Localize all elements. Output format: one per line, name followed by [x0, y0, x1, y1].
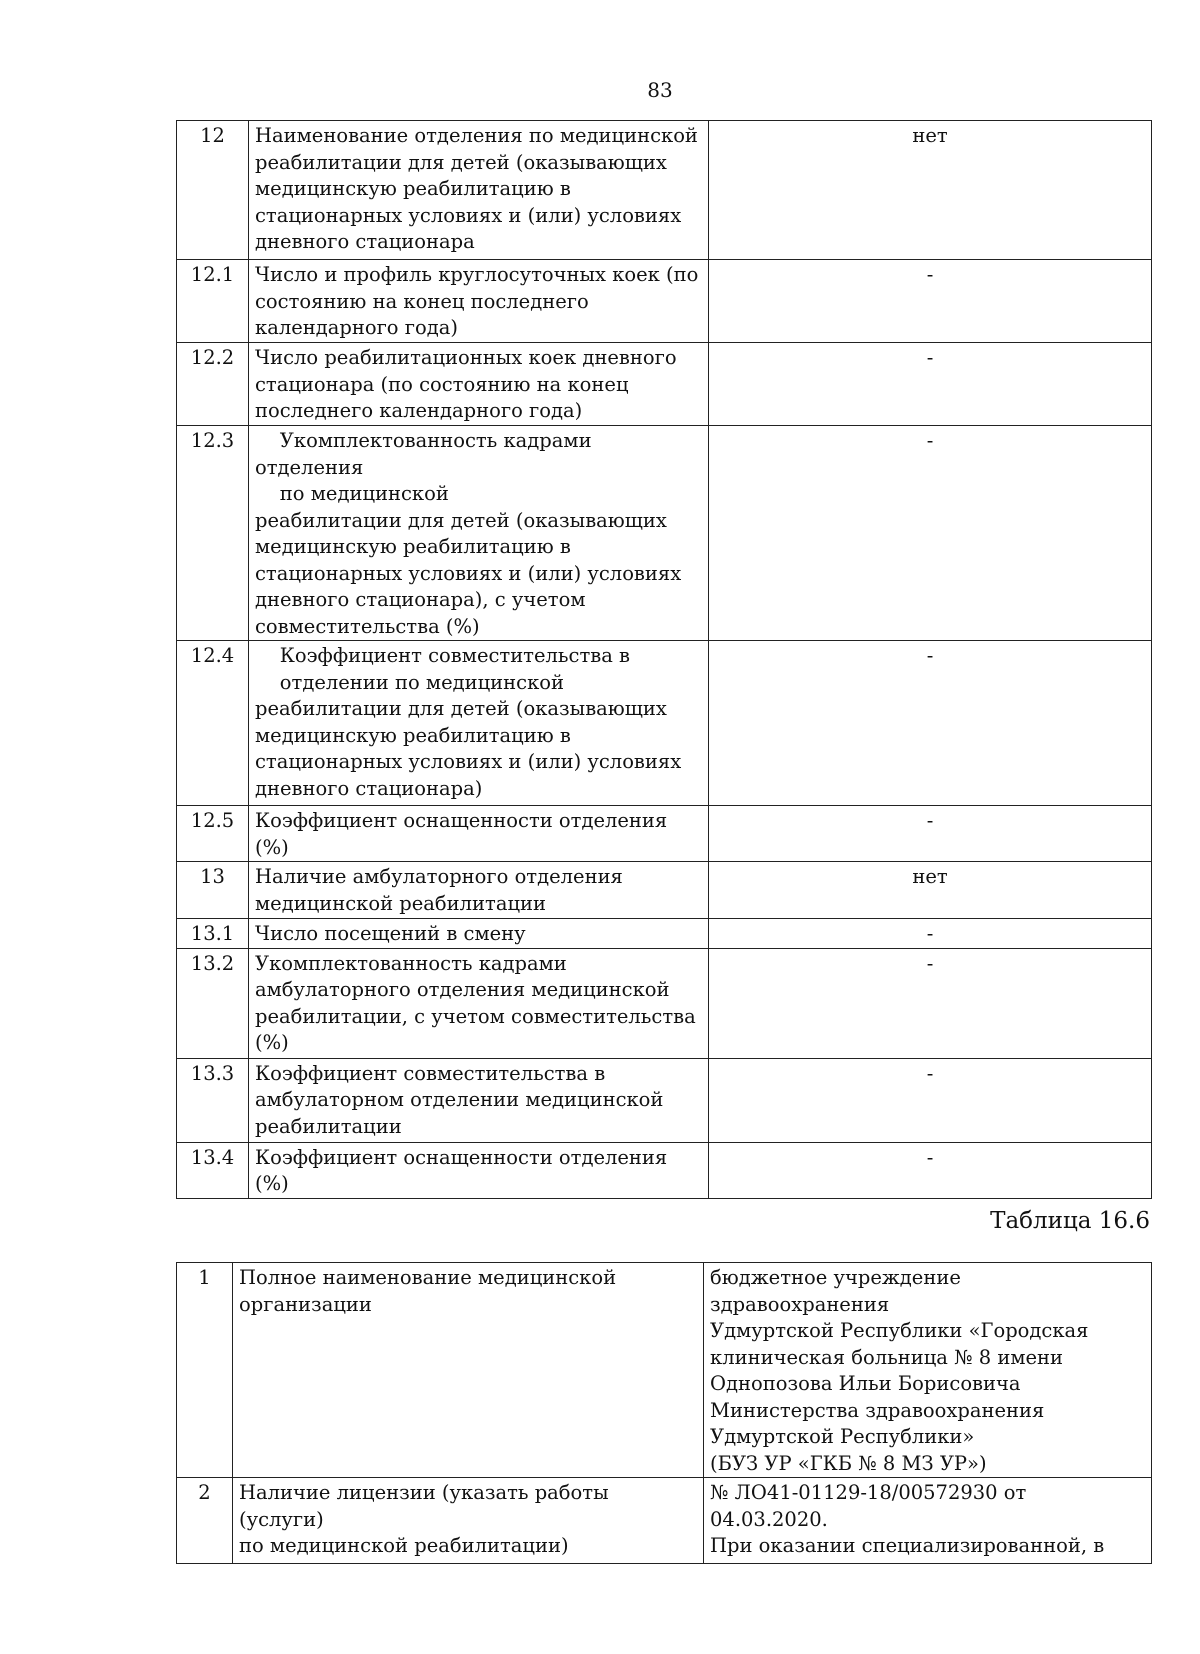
row-number: 13.4 [177, 1142, 249, 1198]
table-row [177, 260, 1152, 343]
row-label: Число и профиль круглосуточных коек (по состоянию на конец последнего календарного года) [249, 260, 709, 343]
row-number: 12.3 [177, 426, 249, 641]
row-value: - [709, 1058, 1152, 1142]
row-label: Коэффициент оснащенности отделения (%) [249, 1142, 709, 1198]
row-number: 2 [177, 1478, 233, 1564]
row-value: бюджетное учреждение здравоохранения Удмуртской Республики «Городская клиническая больница № 8 имени Однопозова Ильи Борисовича Министерства здравоохранения Удмуртской Республики» (БУЗ УР «ГКБ № 8 МЗ УР») [704, 1263, 1152, 1478]
table-row [177, 343, 1152, 426]
row-value: № ЛО41-01129-18/00572930 от 04.03.2020. При оказании специализированной, в [704, 1478, 1152, 1564]
row-value: нет [709, 862, 1152, 919]
row-value: - [709, 641, 1152, 806]
row-value: - [709, 343, 1152, 426]
row-label: Наличие лицензии (указать работы (услуги) по медицинской реабилитации) [233, 1478, 704, 1564]
table-caption: Таблица 16.6 [990, 1208, 1150, 1234]
row-number: 12.1 [177, 260, 249, 343]
row-number: 12 [177, 121, 249, 260]
row-value: нет [709, 121, 1152, 260]
row-number: 13 [177, 862, 249, 919]
row-label: Коэффициент совместительства в амбулаторном отделении медицинской реабилитации [249, 1058, 709, 1142]
table-row [177, 948, 1152, 1058]
row-label: Коэффициент совместительства в отделении по медицинской реабилитации для детей (оказывающих медицинскую реабилитацию в стационарных условиях и (или) условиях дневного стационара) [249, 641, 709, 806]
row-label: Укомплектованность кадрами отделения по медицинской реабилитации для детей (оказывающих медицинскую реабилитацию в стационарных условиях и (или) условиях дневного стационара), с учетом совместительства (%) [249, 426, 709, 641]
row-label: Наименование отделения по медицинской реабилитации для детей (оказывающих медицинскую реабилитацию в стационарных условиях и (или) условиях дневного стационара [249, 121, 709, 260]
row-number: 13.1 [177, 919, 249, 949]
table-row [177, 1058, 1152, 1142]
row-value: - [709, 260, 1152, 343]
row-number: 13.3 [177, 1058, 249, 1142]
row-number: 13.2 [177, 948, 249, 1058]
table-row [177, 641, 1152, 806]
row-value: - [709, 806, 1152, 862]
rehab-departments-table [176, 120, 1152, 1199]
table-row [177, 806, 1152, 862]
row-label: Полное наименование медицинской организации [233, 1263, 704, 1478]
row-number: 12.4 [177, 641, 249, 806]
table-row [177, 426, 1152, 641]
table-row [177, 1478, 1152, 1564]
row-number: 1 [177, 1263, 233, 1478]
table-row [177, 121, 1152, 260]
page-number: 83 [647, 78, 673, 102]
row-label: Коэффициент оснащенности отделения (%) [249, 806, 709, 862]
row-value: - [709, 426, 1152, 641]
row-label: Наличие амбулаторного отделения медицинской реабилитации [249, 862, 709, 919]
table-row [177, 862, 1152, 919]
row-number: 12.2 [177, 343, 249, 426]
row-number: 12.5 [177, 806, 249, 862]
row-label: Число посещений в смену [249, 919, 709, 949]
row-label: Число реабилитационных коек дневного стационара (по состоянию на конец последнего календарного года) [249, 343, 709, 426]
table-row [177, 919, 1152, 949]
row-value: - [709, 948, 1152, 1058]
table-row [177, 1142, 1152, 1198]
organization-info-table [176, 1262, 1152, 1564]
table-row [177, 1263, 1152, 1478]
row-label: Укомплектованность кадрами амбулаторного отделения медицинской реабилитации, с учетом совместительства (%) [249, 948, 709, 1058]
row-value: - [709, 1142, 1152, 1198]
row-value: - [709, 919, 1152, 949]
